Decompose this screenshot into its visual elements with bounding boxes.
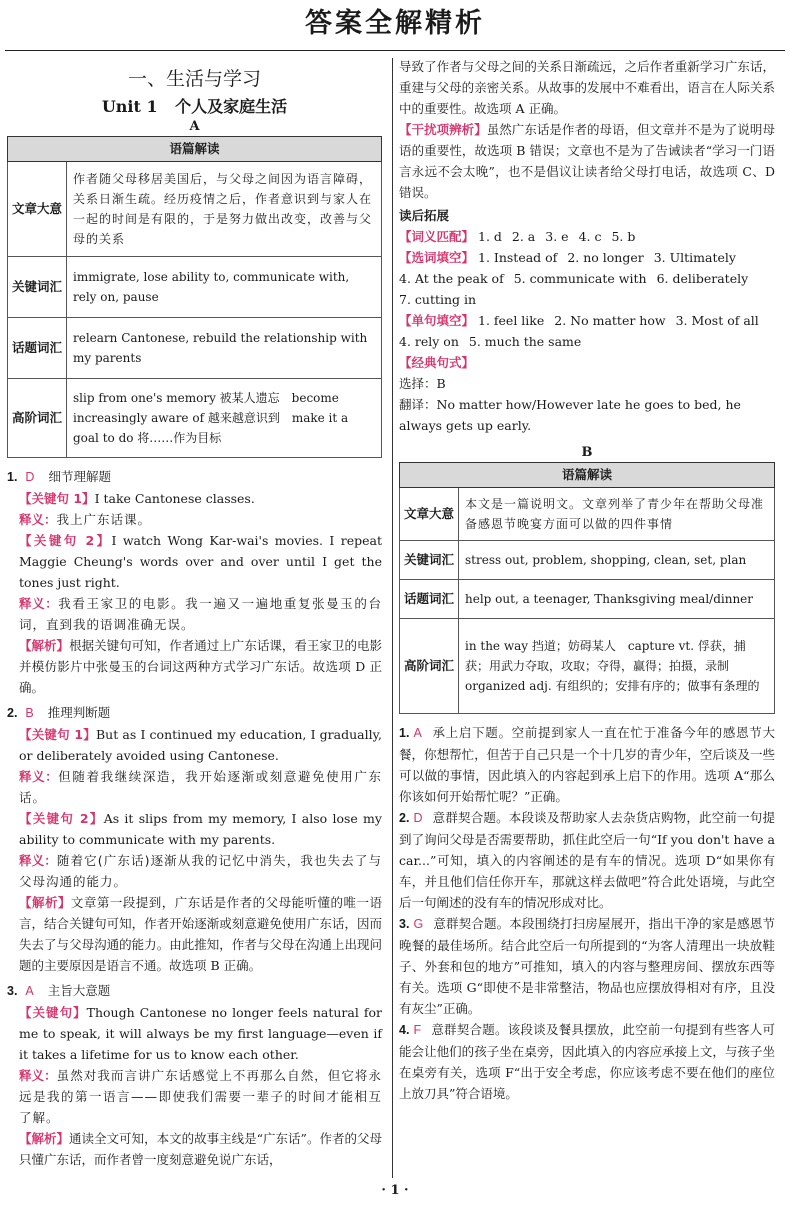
text: Though Cantonese no longer feels natural for me to speak, it will always be my first language—even if it takes a lifetime for us to know each other. bbox=[19, 1005, 382, 1062]
tag: 【词义匹配】 bbox=[399, 229, 475, 244]
key-sentence bbox=[7, 808, 382, 850]
word-match-answer: 3. e bbox=[545, 229, 569, 244]
text: I watch Wong Kar-wai's movies. I repeat Maggie Cheung's words over and over until I get the tones just right. bbox=[19, 533, 382, 590]
table-header: 语篇解读 bbox=[8, 137, 382, 162]
question-type: 推理判断题 bbox=[47, 705, 111, 720]
passage-b-table bbox=[399, 462, 775, 714]
text: 意群契合题。该段谈及餐具摆放，此空前一句提到有些客人可能会让他们的孩子坐在桌旁，因此填入的内容应承接上文，与孩子坐在桌旁有关，选项 F“出于安全考虑，你应该考虑不要在他们的座位上放刀具”符合语境。 bbox=[399, 1022, 775, 1101]
answer-letter: A bbox=[413, 726, 422, 740]
fill-line bbox=[399, 289, 775, 310]
unit-title: 个人及家庭生活 bbox=[175, 97, 288, 116]
table-row bbox=[400, 619, 775, 714]
table-header: 语篇解读 bbox=[400, 463, 775, 488]
sentence-answer: 1. feel like bbox=[478, 313, 545, 328]
table-row bbox=[400, 580, 775, 619]
key-sentence bbox=[7, 1002, 382, 1065]
answers-b bbox=[399, 722, 775, 1104]
answer-letter: D bbox=[413, 811, 423, 825]
row-value: relearn Cantonese, rebuild the relationship with my parents bbox=[67, 318, 382, 379]
classic-sentence-tag bbox=[399, 352, 775, 373]
text: I take Cantonese classes. bbox=[94, 491, 255, 506]
sentence-line bbox=[399, 331, 775, 352]
key-sentence bbox=[7, 488, 382, 509]
key-sentence bbox=[7, 530, 382, 593]
answer-item bbox=[399, 913, 775, 1019]
answer-item bbox=[7, 980, 382, 1170]
tag: 【解析】 bbox=[19, 1131, 70, 1146]
analysis bbox=[7, 635, 382, 698]
extension-title: 读后拓展 bbox=[399, 208, 450, 223]
analysis bbox=[7, 892, 382, 976]
text: 我上广东话课。 bbox=[56, 512, 152, 527]
row-key: 关键词汇 bbox=[8, 257, 67, 318]
question-number: 3. bbox=[7, 984, 18, 998]
row-key: 话题词汇 bbox=[400, 580, 459, 619]
text: 根据关键句可知，作者通过上广东话课，看王家卫的电影并模仿影片中张曼玉的台词这两种方式学习广东话。故选项 D 正确。 bbox=[19, 638, 382, 695]
answer-item bbox=[7, 466, 382, 698]
tag: 释义： bbox=[19, 853, 57, 868]
tag: 【关键句 2】 bbox=[19, 533, 112, 548]
answers-a bbox=[7, 466, 382, 1170]
tag: 【关键句 2】 bbox=[19, 811, 104, 826]
word-match-answer: 2. a bbox=[511, 229, 536, 244]
fill-line bbox=[399, 247, 775, 268]
answer-letter: F bbox=[413, 1023, 422, 1037]
answer-item bbox=[399, 1019, 775, 1104]
tag: 【关键句】 bbox=[19, 1005, 87, 1020]
answer-text bbox=[399, 913, 775, 1019]
table-row bbox=[400, 488, 775, 541]
right-column bbox=[399, 56, 775, 1104]
translation-answer: 翻译：No matter how/However late he goes to bed, he always gets up early. bbox=[399, 397, 741, 433]
text: As it slips from my memory, I also lose my ability to communicate with my parents. bbox=[19, 811, 382, 847]
row-value: in the way 挡道；妨碍某人 capture vt. 俘获，捕获；用武力夺取，攻取；夺得，赢得；拍摄，录制 organized adj. 有组织的；安排有序的；做事有条理的 bbox=[459, 619, 775, 714]
section-title: 一、生活与学习 bbox=[127, 68, 261, 90]
title-rule bbox=[5, 50, 785, 51]
answer-text bbox=[399, 722, 775, 807]
question-line bbox=[7, 980, 382, 1002]
row-value: slip from one's memory 被某人遗忘 become increasingly aware of 越来越意识到 make it a goal to do 将……作为目标 bbox=[67, 379, 382, 458]
question-type: 细节理解题 bbox=[48, 469, 111, 484]
question-line bbox=[7, 466, 382, 488]
sentence-answer: 4. rely on bbox=[399, 334, 459, 349]
row-key: 关键词汇 bbox=[400, 541, 459, 580]
text: 随着它(广东话)逐渐从我的记忆中消失，我也失去了与父母沟通的能力。 bbox=[19, 853, 382, 889]
fill-answer: 4. At the peak of bbox=[399, 271, 504, 286]
question-number: 4. bbox=[399, 1023, 410, 1037]
page-title: 答案全解精析 bbox=[305, 8, 485, 39]
fill-answer: 2. no longer bbox=[567, 250, 644, 265]
answer-item bbox=[7, 702, 382, 976]
tag: 【关键句 1】 bbox=[19, 727, 96, 742]
paraphrase bbox=[7, 850, 382, 892]
tag: 【单句填空】 bbox=[399, 313, 475, 328]
question-number: 1. bbox=[7, 470, 18, 484]
fill-answer: 1. Instead of bbox=[478, 250, 558, 265]
text: 通读全文可知，本文的故事主线是“广东话”。作者的父母只懂广东话，而作者曾一度刻意避免说广东话， bbox=[19, 1131, 382, 1167]
row-key: 文章大意 bbox=[8, 162, 67, 257]
fill-answer: 5. communicate with bbox=[513, 271, 647, 286]
word-match-answer: 1. d bbox=[478, 229, 502, 244]
word-match-answer: 4. c bbox=[578, 229, 602, 244]
row-key: 高阶词汇 bbox=[8, 379, 67, 458]
table-row bbox=[8, 318, 382, 379]
tag: 【解析】 bbox=[19, 895, 71, 910]
analysis-continuation: 导致了作者与父母之间的关系日渐疏远，之后作者重新学习广东话，重建与父母的亲密关系。从故事的发展中不难看出，语言在人际关系中的重要性。故选项 A 正确。 bbox=[399, 59, 775, 116]
text: 文章第一段提到，广东话是作者的父母能听懂的唯一语言，结合关键句可知，作者开始逐渐或刻意避免使用广东话，因而失去了与父母沟通的能力。由此推知，作者与父母在沟通上出现问题的主要原因是语言不通。故选项 B 正确。 bbox=[19, 895, 382, 973]
tag: 【选词填空】 bbox=[399, 250, 475, 265]
fill-answer: 7. cutting in bbox=[399, 292, 477, 307]
word-match-line bbox=[399, 226, 775, 247]
sentence-line bbox=[399, 310, 775, 331]
tag: 释义： bbox=[19, 512, 57, 527]
key-sentence bbox=[7, 724, 382, 766]
tag: 【干扰项辨析】 bbox=[399, 122, 487, 137]
sentence-answer: 3. Most of all bbox=[675, 313, 759, 328]
page-number: · 1 · bbox=[381, 1183, 409, 1198]
question-number: 3. bbox=[399, 917, 410, 931]
answer-text bbox=[399, 1019, 775, 1104]
row-key: 文章大意 bbox=[400, 488, 459, 541]
row-value: immigrate, lose ability to, communicate with, rely on, pause bbox=[67, 257, 382, 318]
tag: 释义： bbox=[19, 596, 59, 611]
row-value: stress out, problem, shopping, clean, set, plan bbox=[459, 541, 775, 580]
answer-text bbox=[399, 807, 775, 913]
sentence-answer: 2. No matter how bbox=[554, 313, 666, 328]
question-number: 2. bbox=[399, 811, 410, 825]
row-value: 作者随父母移居美国后，与父母之间因为语言障碍，关系日渐生疏。经历疫情之后，作者意识到与家人在一起的时间是有限的，于是努力做出改变，改善与父母的关系 bbox=[67, 162, 382, 257]
row-value: 本文是一篇说明文。文章列举了青少年在帮助父母准备感恩节晚宴方面可以做的四件事情 bbox=[459, 488, 775, 541]
text: 意群契合题。本段谈及帮助家人去杂货店购物，此空前一句提到了询问父母是否需要帮助，抓住此空后一句“If you don't have a car...”可知，填入的内容阐述的是有车的情况。选项 D“如果你有车，并且他们信任你开车，那就这样去做吧”符合此处语境，与此空后一句阐述的没有车的情况形成对比。 bbox=[399, 810, 775, 910]
text: 虽然对我而言讲广东话感觉上不再那么自然，但它将永远是我的第一语言——即使我们需要一辈子的时间才能相互了解。 bbox=[19, 1068, 382, 1125]
answer-letter: D bbox=[25, 470, 35, 484]
choice-answer: 选择：B bbox=[399, 376, 446, 391]
text: 但随着我继续深造，我开始逐渐或刻意避免使用广东话。 bbox=[19, 769, 382, 805]
paraphrase bbox=[7, 766, 382, 808]
paraphrase bbox=[7, 593, 382, 635]
fill-line bbox=[399, 268, 775, 289]
question-type: 主旨大意题 bbox=[47, 983, 111, 998]
answer-item bbox=[399, 722, 775, 807]
text: 我看王家卫的电影。我一遍又一遍地重复张曼玉的台词，直到我的语调准确无误。 bbox=[19, 596, 382, 632]
tag: 释义： bbox=[19, 1068, 57, 1083]
row-key: 高阶词汇 bbox=[400, 619, 459, 714]
fill-answer: 6. deliberately bbox=[656, 271, 749, 286]
paraphrase bbox=[7, 1065, 382, 1128]
paraphrase bbox=[7, 509, 382, 530]
tag: 【经典句式】 bbox=[399, 355, 475, 370]
question-line bbox=[7, 702, 382, 724]
unit-label: Unit 1 bbox=[101, 97, 158, 116]
passage-a-table bbox=[7, 136, 382, 458]
table-row bbox=[8, 162, 382, 257]
answer-letter: G bbox=[413, 917, 424, 931]
table-row bbox=[8, 379, 382, 458]
passage-a-letter: A bbox=[189, 119, 200, 134]
analysis bbox=[7, 1128, 382, 1170]
answer-letter: B bbox=[25, 706, 34, 720]
passage-b-letter: B bbox=[581, 445, 593, 460]
tag: 释义： bbox=[19, 769, 59, 784]
row-key: 话题词汇 bbox=[8, 318, 67, 379]
text: 意群契合题。本段围绕打扫房屋展开，指出干净的家是感恩节晚餐的最佳场所。结合此空后一句所提到的“为客人清理出一块放鞋子、外套和包的地方”可推知，填入的内容与整理房间、摆放东西等有关。选项 G“即使不是非常整洁，物品也应摆放得相对有序，且没有灰尘”正确。 bbox=[399, 916, 775, 1016]
fill-answer: 3. Ultimately bbox=[653, 250, 736, 265]
distractor-analysis bbox=[399, 119, 775, 203]
word-match-answer: 5. b bbox=[611, 229, 636, 244]
tag: 【关键句 1】 bbox=[19, 491, 95, 506]
text: 虽然广东话是作者的母语，但文章并不是为了说明母语的重要性，故选项 B 错误；文章也不是为了告诫读者“学习一门语言永远不会太晚”，也不是倡议让读者给父母打电话，故选项 C、D 错误。 bbox=[399, 122, 775, 200]
tag: 【解析】 bbox=[19, 638, 70, 653]
table-row bbox=[8, 257, 382, 318]
row-value: help out, a teenager, Thanksgiving meal/dinner bbox=[459, 580, 775, 619]
unit-heading bbox=[7, 96, 382, 118]
question-number: 2. bbox=[7, 706, 18, 720]
answer-item bbox=[399, 807, 775, 913]
question-number: 1. bbox=[399, 726, 410, 740]
answer-letter: A bbox=[25, 984, 34, 998]
column-divider bbox=[392, 58, 393, 1178]
table-row bbox=[400, 541, 775, 580]
text: 承上启下题。空前提到家人一直在忙于准备今年的感恩节大餐，你想帮忙，但苦于自己只是一个十几岁的青少年，空后谈及一些可以做的事情，因此填入的内容起到承上启下的作用。选项 A“那么你该如何开始帮忙呢？”正确。 bbox=[399, 725, 775, 804]
left-column bbox=[7, 56, 382, 1170]
text: But as I continued my education, I gradually, or deliberately avoided using Cantonese. bbox=[19, 727, 382, 763]
sentence-answer: 5. much the same bbox=[468, 334, 582, 349]
